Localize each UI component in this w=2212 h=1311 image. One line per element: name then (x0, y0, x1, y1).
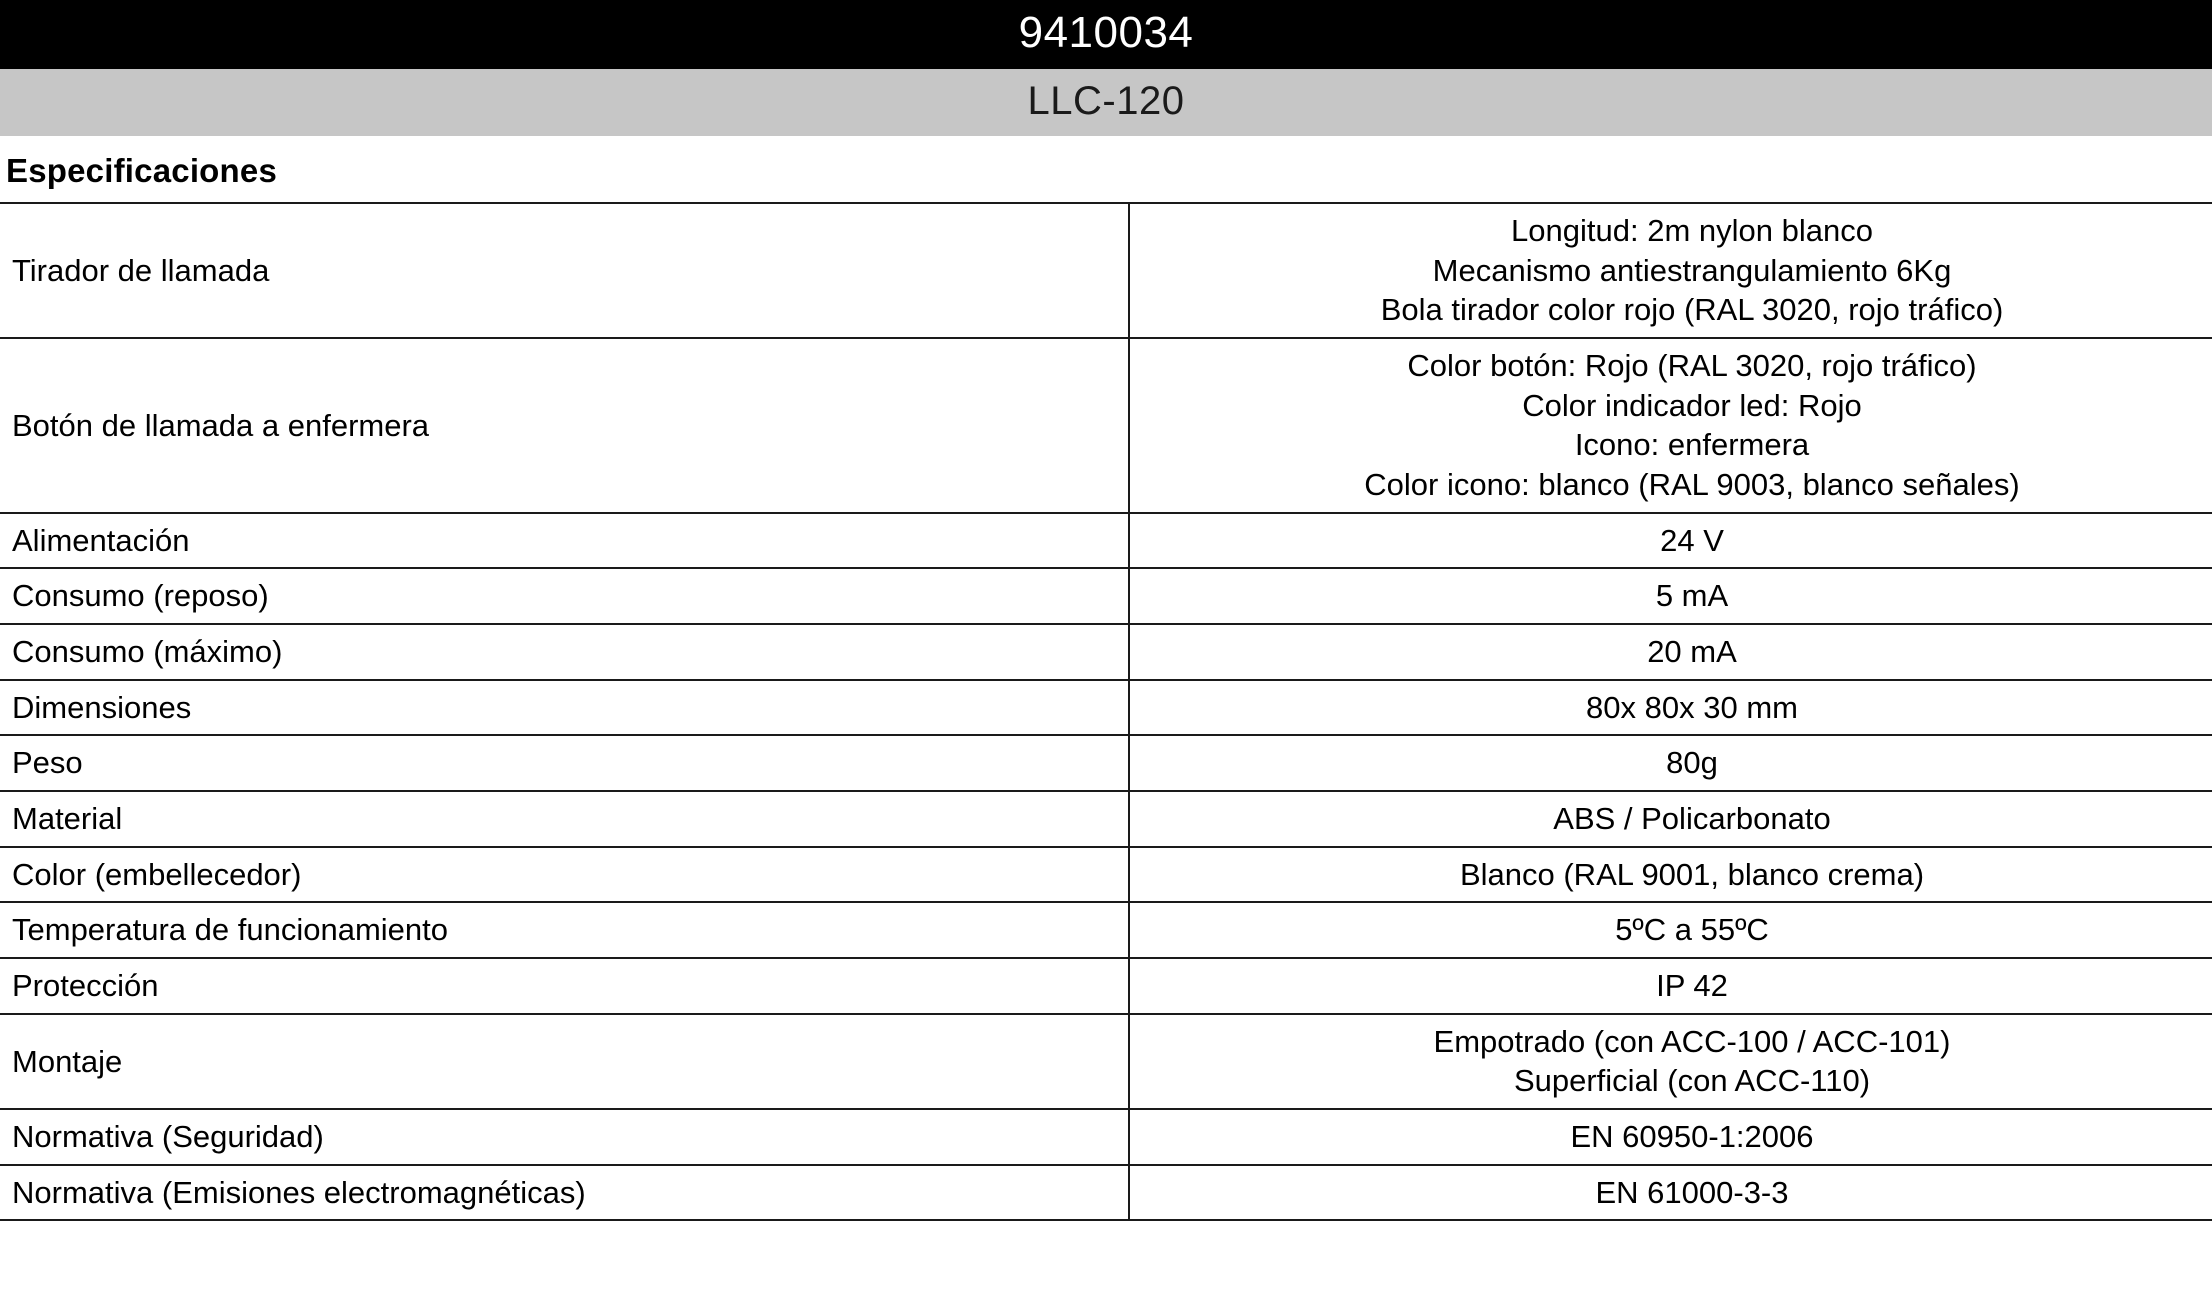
spec-value-line: Longitud: 2m nylon blanco (1511, 213, 1873, 248)
spec-label-cell: Color (embellecedor) (0, 847, 1129, 903)
spec-value-cell (1129, 624, 2212, 680)
spec-value-line: 20 mA (1647, 634, 1737, 670)
spec-label-cell: Tirador de llamada (0, 203, 1129, 338)
spec-value-line: Color botón: Rojo (RAL 3020, rojo tráfico) (1407, 348, 1977, 384)
spec-label-cell: Consumo (reposo) (0, 568, 1129, 624)
spec-label-cell: Material (0, 791, 1129, 847)
spec-value-line: Icono: enfermera (1574, 427, 1810, 463)
table-row (0, 791, 2212, 847)
specifications-heading: Especificaciones (6, 152, 278, 189)
spec-value-line: Bola tirador color rojo (RAL 3020, rojo tráfico) (1380, 292, 2004, 328)
table-row (0, 513, 2212, 569)
spec-value-line: 5ºC a 55ºC (1615, 912, 1769, 948)
table-row (0, 1109, 2212, 1165)
spec-value-cell (1129, 203, 2212, 338)
spec-label-cell: Dimensiones (0, 680, 1129, 736)
table-row (0, 680, 2212, 736)
product-code-title: 9410034 (0, 0, 2212, 69)
spec-value-line: IP 42 (1656, 968, 1728, 1004)
spec-label-cell: Consumo (máximo) (0, 624, 1129, 680)
table-row (0, 624, 2212, 680)
specifications-table-body (0, 203, 2212, 1220)
table-row (0, 1165, 2212, 1221)
spec-value-cell (1129, 902, 2212, 958)
spec-value-line: Superficial (con ACC-110) (1513, 1063, 1871, 1099)
table-row (0, 847, 2212, 903)
spec-value-line: EN 61000-3-3 (1595, 1174, 1789, 1210)
spec-value-cell (1129, 568, 2212, 624)
spec-value-line: Blanco (RAL 9001, blanco crema) (1459, 856, 1925, 892)
spec-value-cell (1129, 338, 2212, 513)
spec-label-cell: Temperatura de funcionamiento (0, 902, 1129, 958)
spec-value-line: Mecanismo antiestrangulamiento 6Kg (1432, 252, 1952, 288)
spec-value-cell (1129, 680, 2212, 736)
spec-value-line: Color indicador led: Rojo (1522, 387, 1862, 423)
table-row (0, 958, 2212, 1014)
spec-label-cell: Alimentación (0, 513, 1129, 569)
spec-value-line: 24 V (1660, 522, 1724, 558)
table-row (0, 568, 2212, 624)
table-row (0, 338, 2212, 513)
table-row (0, 735, 2212, 791)
spec-label-cell: Normativa (Seguridad) (0, 1109, 1129, 1165)
spec-value-line: 80g (1666, 745, 1718, 781)
spec-value-cell (1129, 847, 2212, 903)
spec-value-line: Color icono: blanco (RAL 9003, blanco señales) (1364, 467, 2020, 503)
spec-value-line: 80x 80x 30 mm (1586, 689, 1798, 725)
spec-value-line: EN 60950-1:2006 (1570, 1119, 1814, 1155)
spec-value-line: Empotrado (con ACC-100 / ACC-101) (1433, 1023, 1951, 1059)
table-row (0, 902, 2212, 958)
spec-value-cell (1129, 1165, 2212, 1221)
spec-value-cell (1129, 735, 2212, 791)
spec-label-cell: Botón de llamada a enfermera (0, 338, 1129, 513)
spec-label-cell: Peso (0, 735, 1129, 791)
specifications-table (0, 202, 2212, 1221)
spec-label-cell: Normativa (Emisiones electromagnéticas) (0, 1165, 1129, 1221)
spec-value-cell (1129, 1014, 2212, 1109)
table-row (0, 203, 2212, 338)
spec-value-cell (1129, 791, 2212, 847)
table-row (0, 1014, 2212, 1109)
spec-value-line: 5 mA (1655, 578, 1729, 614)
spec-value-cell (1129, 958, 2212, 1014)
spec-label-cell: Montaje (0, 1014, 1129, 1109)
spec-value-line: ABS / Policarbonato (1553, 801, 1831, 837)
spec-value-cell (1129, 1109, 2212, 1165)
spec-label-cell: Protección (0, 958, 1129, 1014)
spec-value-cell (1129, 513, 2212, 569)
product-model-subtitle: LLC-120 (0, 69, 2212, 136)
